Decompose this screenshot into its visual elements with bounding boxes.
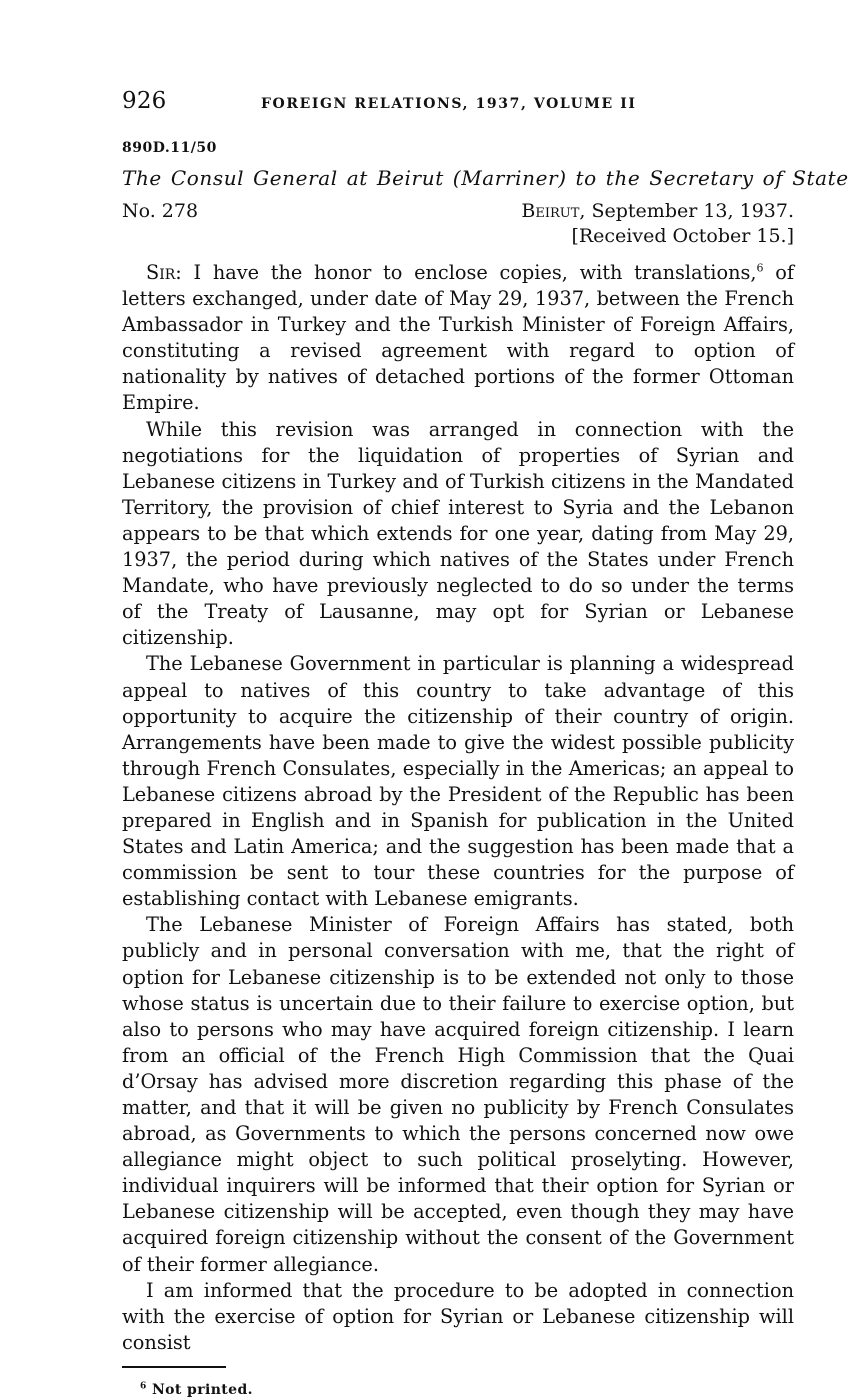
paragraph-4: The Lebanese Minister of Foreign Affairs has stated, both publicly and in personal conversation with me, that the right of option for Lebanese citizenship is to be extended not only to those whose status is uncertain due to their failure to exercise option, but also to persons who may have acquired foreign citizenship. I learn from an official of the French High Commission that the Quai d’Orsay has advised more discretion regarding this phase of the matter, and that it will be given no publicity by French Consulates abroad, as Governments to which the persons concerned now owe allegiance might object to such political proselyting. However, individual inquirers will be informed that their option for Syrian or Lebanese citizenship will be accepted, even though they may have acquired foreign citizenship without the consent of the Government of their former allegiance. xyxy=(122,913,794,1276)
paragraph-3: The Lebanese Government in particular is planning a widespread appeal to natives of this country to take advantage of this opportunity to acquire the citizenship of their country of origin. Arrangements have been made to give the widest possible publicity through French Consulates, especially in the Americas; an appeal to Lebanese citizens abroad by the President of the Republic has been prepared in English and in Spanish for publication in the United States and Latin America; and the suggestion has been made that a commission be sent to tour these countries for the purpose of establishing contact with Lebanese emigrants. xyxy=(122,652,794,911)
paragraph-1 xyxy=(122,260,794,417)
page-number: 926 xyxy=(122,88,167,114)
running-title: FOREIGN RELATIONS, 1937, VOLUME II xyxy=(261,96,637,112)
footnote xyxy=(140,1382,794,1398)
paragraph-1-lead: : I have the honor to enclose copies, with translations, xyxy=(175,261,757,284)
document-title: The Consul General at Beirut (Marriner) to the Secretary of State xyxy=(122,166,849,190)
date: , September 13, 1937. xyxy=(579,200,794,222)
footnote-text: Not printed. xyxy=(151,1381,253,1398)
letter-body xyxy=(122,260,794,1356)
running-header xyxy=(122,88,794,124)
paragraph-5: I am informed that the procedure to be adopted in connection with the exercise of option for Syrian or Lebanese citizenship will consist xyxy=(122,1278,794,1354)
footnote-reference: 6 xyxy=(756,261,764,275)
document-number: No. 278 xyxy=(122,200,199,222)
footnote-mark: 6 xyxy=(140,1381,147,1392)
document-page xyxy=(122,88,849,1398)
received-date: [Received October 15.] xyxy=(571,225,794,247)
place-and-date xyxy=(521,200,794,222)
file-number: 890D.11/50 xyxy=(122,140,217,156)
footnote-divider xyxy=(122,1366,226,1368)
place: Beirut xyxy=(521,200,580,222)
paragraph-2: While this revision was arranged in connection with the negotiations for the liquidation of properties of Syrian and Lebanese citizens in Turkey and of Turkish citizens in the Mandated Territory, the provision of chief interest to Syria and the Lebanon appears to be that which extends for one year, dating from May 29, 1937, the period during which natives of the States under French Mandate, who have previously neglected to do so under the terms of the Treaty of Lausanne, may opt for Syrian or Lebanese citizenship. xyxy=(122,417,794,650)
paragraph-1-rest: of letters exchanged, under date of May 29, 1937, between the French Ambassador in Turkey and the Turkish Minister of Foreign Affairs, constituting a revised agreement with regard to option of nationality by natives of detached portions of the former Ottoman Empire. xyxy=(122,261,794,415)
salutation: Sir xyxy=(146,261,176,284)
dateline xyxy=(122,200,794,252)
